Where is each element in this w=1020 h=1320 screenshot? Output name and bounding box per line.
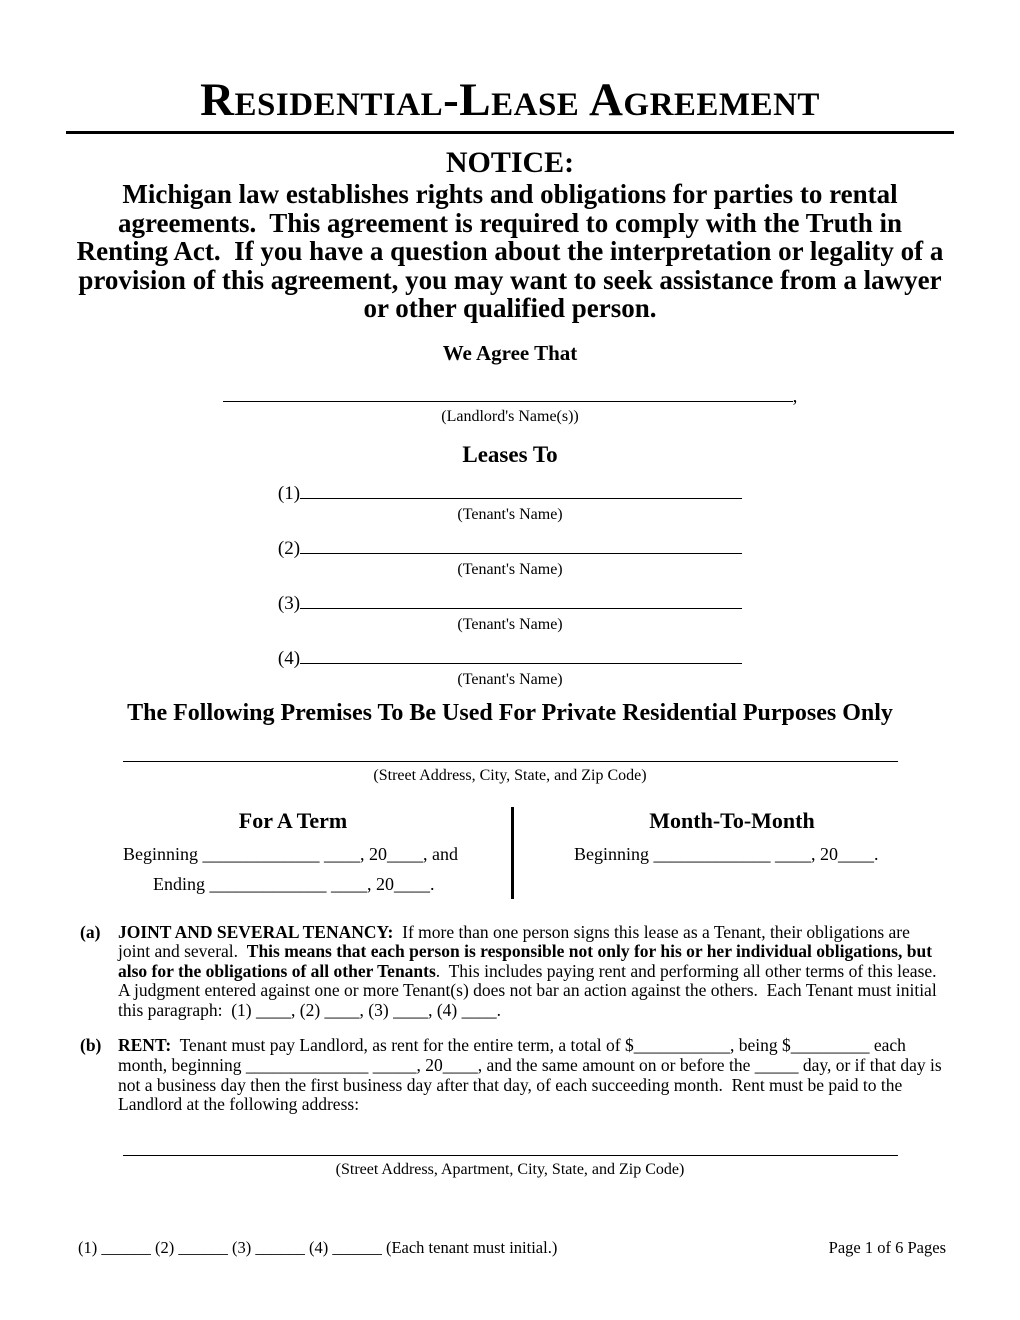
tenant-4-name-label: (Tenant's Name) bbox=[457, 670, 563, 688]
rent-address-label: (Street Address, Apartment, City, State, and Zip Code) bbox=[335, 1160, 685, 1178]
tenant-1-name-field[interactable] bbox=[300, 480, 742, 499]
we-agree-heading: We Agree That bbox=[442, 340, 578, 365]
for-a-term-heading: For A Term bbox=[238, 807, 348, 833]
clause-a-label: (a) bbox=[80, 921, 101, 942]
tenant-2-name-field[interactable] bbox=[300, 535, 742, 554]
tenant-row bbox=[0, 645, 1020, 689]
clause-a-bold-text: This means that each person is responsible not only for his or her individual obligations, but also for the obligations of all other Tenants bbox=[118, 941, 937, 981]
clause-b-body bbox=[118, 1036, 945, 1114]
title-divider-rule bbox=[66, 131, 954, 134]
clause-a-text-1: If more than one person signs this lease as a Tenant, their obligations are joint and several. bbox=[118, 921, 915, 962]
tenant-row bbox=[0, 535, 1020, 579]
premises-address-label: (Street Address, City, State, and Zip Code) bbox=[373, 766, 647, 784]
footer-tenant-initials-fields[interactable]: (1) ______ (2) ______ (3) ______ (4) ______ (Each tenant must initial.) bbox=[78, 1238, 558, 1257]
month-to-month-heading: Month-To-Month bbox=[649, 807, 815, 833]
leases-to-heading: Leases To bbox=[462, 441, 558, 467]
landlord-line-comma: , bbox=[792, 385, 798, 407]
premises-address-field[interactable] bbox=[123, 743, 898, 762]
for-a-term-column bbox=[0, 807, 511, 899]
tenant-1-name-label: (Tenant's Name) bbox=[457, 505, 563, 523]
clause-rent bbox=[80, 1036, 945, 1114]
tenant-3-number: (3) bbox=[277, 592, 301, 614]
landlord-name-label: (Landlord's Name(s)) bbox=[441, 407, 579, 425]
month-to-month-beginning-field[interactable]: Beginning _____________ ____, 20____. bbox=[574, 843, 879, 864]
tenant-2-number: (2) bbox=[277, 537, 301, 559]
clause-b-heading: RENT: bbox=[118, 1035, 172, 1056]
term-ending-field[interactable]: Ending _____________ ____, 20____. bbox=[153, 873, 435, 894]
landlord-name-row bbox=[0, 383, 1020, 408]
clause-a-heading: JOINT AND SEVERAL TENANCY: bbox=[118, 921, 394, 942]
clause-a-text-2: . This includes paying rent and performing all other terms of this lease. A judgment entered against one or more Tenant(s) does not bar an action against the others. Each Tenant must initial this paragraph: (1) ____, (2) ____, (3) ____, (4) ____. bbox=[118, 960, 945, 1020]
clause-joint-and-several-tenancy bbox=[80, 923, 945, 1021]
document-title: Residential-Lease Agreement bbox=[200, 74, 820, 126]
month-to-month-column bbox=[514, 807, 1020, 899]
notice-heading: NOTICE: bbox=[445, 146, 575, 179]
tenant-4-number: (4) bbox=[277, 647, 301, 669]
clause-a-body bbox=[118, 923, 945, 1021]
rent-address-row bbox=[0, 1137, 1020, 1161]
term-beginning-field[interactable]: Beginning _____________ ____, 20____, and bbox=[123, 843, 458, 864]
clause-b-label: (b) bbox=[80, 1035, 102, 1056]
tenant-2-name-label: (Tenant's Name) bbox=[457, 560, 563, 578]
tenant-3-name-field[interactable] bbox=[300, 590, 742, 609]
notice-body-text: Michigan law establishes rights and obligations for parties to rental agreements. This agreement is required to comply with the Truth in Renting Act. If you have a question about the interpretation or legality of a provision of this agreement, you may want to seek assistance from a lawyer or other qualified person. bbox=[76, 179, 951, 323]
clause-b-text-1: Tenant must pay Landlord, as rent for the entire term, a total of $___________, being $_________ each month, beginning ______________ _____, 20____, and the same amount on or before the _____ day, or if that day is not a business day then the first business day after that day, of each succeeding month. Rent must be paid to the Landlord at the following address: bbox=[118, 1035, 947, 1115]
tenant-row bbox=[0, 480, 1020, 524]
tenant-4-name-field[interactable] bbox=[300, 645, 742, 664]
tenant-1-number: (1) bbox=[277, 482, 301, 504]
page-footer bbox=[78, 1238, 946, 1258]
tenant-3-name-label: (Tenant's Name) bbox=[457, 615, 563, 633]
term-options-section bbox=[0, 799, 1020, 899]
premises-heading: The Following Premises To Be Used For Private Residential Purposes Only bbox=[127, 699, 893, 726]
premises-address-row bbox=[0, 743, 1020, 767]
footer-page-number: Page 1 of 6 Pages bbox=[828, 1238, 946, 1257]
tenant-list bbox=[0, 480, 1020, 689]
rent-address-field[interactable] bbox=[123, 1137, 898, 1156]
landlord-name-field[interactable] bbox=[223, 383, 793, 402]
tenant-row bbox=[0, 590, 1020, 634]
